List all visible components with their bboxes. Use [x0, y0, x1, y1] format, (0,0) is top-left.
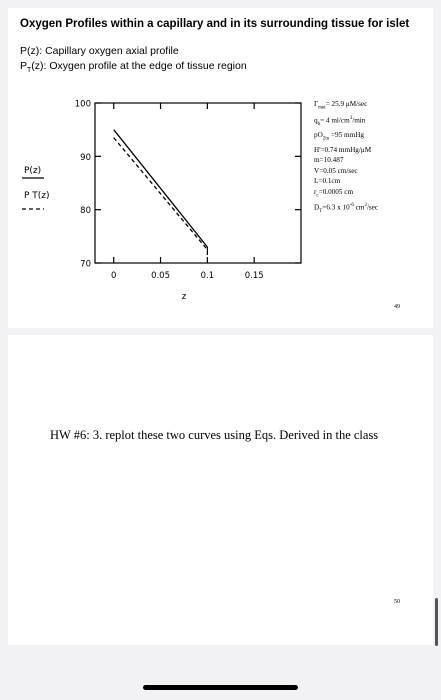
- homework-text: HW #6: 3. replot these two curves using Eqs. Derived in the class: [50, 428, 379, 442]
- definition-pt: $P_T(z)$: Oxygen profile at the edge of tissue region: [20, 60, 247, 75]
- page-number: 49: [394, 304, 400, 310]
- param-rc: $r_c=0.0005$ cm: [314, 187, 354, 198]
- x-axis-label: z: [181, 292, 187, 302]
- parameter-list: [314, 99, 378, 218]
- param-qb: $q_b= 4$ $ml/cm^3/\min$: [314, 115, 366, 127]
- legend-label-pt: P T(z): [24, 191, 50, 201]
- slide-2: [8, 335, 433, 645]
- slide-1: [8, 8, 433, 328]
- y-tick-label: 90: [80, 152, 91, 163]
- param-po2: $pO_{2in} =95$ mmHg: [314, 131, 364, 142]
- home-indicator[interactable]: [143, 685, 298, 690]
- param-gamma: $\Gamma_{met}= 25.9$ μM/sec: [314, 100, 368, 111]
- scrollbar[interactable]: [435, 598, 438, 646]
- y-tick-label: 80: [80, 206, 91, 217]
- x-tick-label: 0.1: [200, 271, 215, 281]
- y-tick-label: 70: [80, 259, 91, 270]
- page-number: 50: [394, 599, 400, 605]
- series-line-2: [114, 138, 208, 250]
- param-h: H'=0.74 mmHg/μM: [314, 145, 372, 154]
- slide-title: Oxygen Profiles within a capillary and in its surrounding tissue for islet: [20, 18, 410, 30]
- x-tick-label: 0: [111, 271, 117, 281]
- param-l: L=0.1cm: [314, 177, 341, 186]
- param-v: V=0.05 cm/sec: [314, 166, 358, 175]
- plot-frame: [95, 103, 301, 263]
- param-dt: $D_T=6.3$ x $10^{-6}$ $cm^2/\sec$: [314, 203, 379, 215]
- x-tick-label: 0.15: [244, 271, 264, 281]
- series-line-1: [114, 130, 208, 247]
- param-m: m=10.487: [314, 156, 344, 165]
- x-tick-label: 0.05: [151, 271, 171, 281]
- y-tick-label: 100: [74, 99, 91, 110]
- definition-p: P(z): Capillary oxygen axial profile: [20, 45, 179, 57]
- legend-label-p: P(z): [24, 166, 42, 176]
